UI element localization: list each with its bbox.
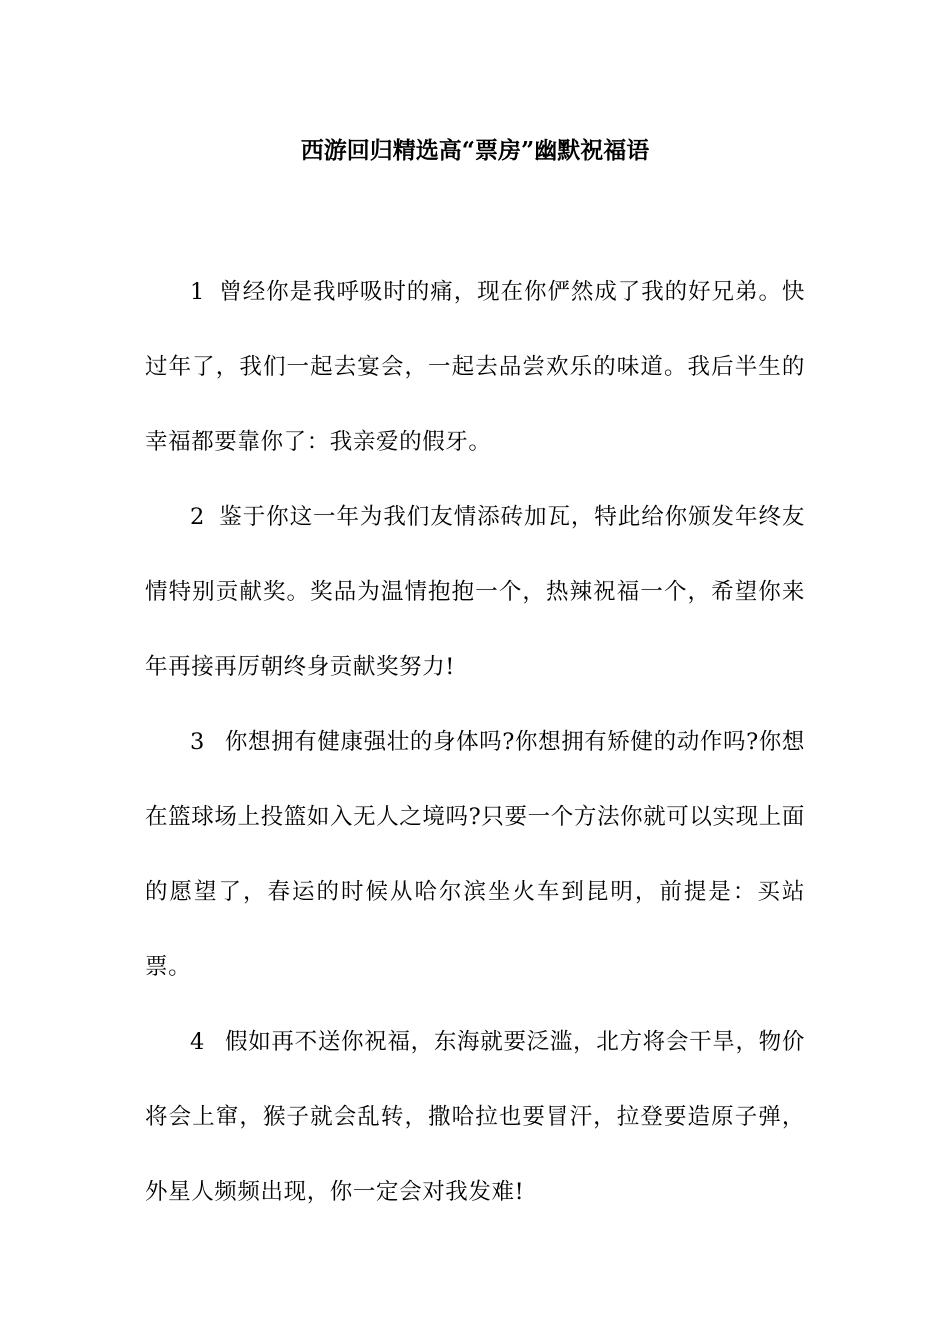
paragraph-text: 你想拥有健康强壮的身体吗?你想拥有矫健的动作吗?你想在篮球场上投篮如入无人之境吗?只要一个方法你就可以实现上面的愿望了，春运的时候从哈尔滨坐火车到昆明，前提是：买站票。: [145, 729, 805, 980]
paragraph-4: [145, 1005, 805, 1230]
paragraph-text: 曾经你是我呼吸时的痛，现在你俨然成了我的好兄弟。快过年了，我们一起去宴会，一起去品尝欢乐的味道。我后半生的幸福都要靠你了：我亲爱的假牙。: [145, 279, 805, 455]
paragraph-number: 3: [190, 729, 205, 755]
paragraph-number: 1: [190, 279, 205, 305]
paragraph-number: 2: [190, 504, 205, 530]
paragraph-number: 4: [190, 1029, 205, 1055]
paragraph-1: [145, 255, 805, 480]
paragraph-2: [145, 480, 805, 705]
document-body: [145, 255, 805, 1230]
paragraph-3: [145, 705, 805, 1005]
document-title: 西游回归精选高“票房”幽默祝福语: [300, 137, 650, 164]
paragraph-text: 鉴于你这一年为我们友情添砖加瓦，特此给你颁发年终友情特别贡献奖。奖品为温情抱抱一个，热辣祝福一个，希望你来年再接再厉朝终身贡献奖努力!: [145, 504, 805, 680]
paragraph-text: 假如再不送你祝福，东海就要泛滥，北方将会干旱，物价将会上窜，猴子就会乱转，撒哈拉也要冒汗，拉登要造原子弹，外星人频频出现，你一定会对我发难!: [145, 1029, 805, 1205]
